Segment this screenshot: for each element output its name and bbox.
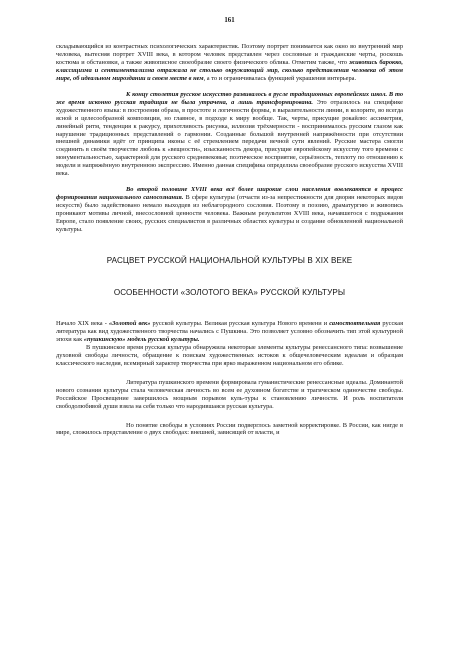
paragraph-text: , а то и ограничивалась функцией украшения интерьера. bbox=[203, 74, 357, 82]
emphasis-text: самостоятельная bbox=[329, 319, 381, 327]
paragraph-text: Начало XIX века - bbox=[56, 319, 109, 327]
paragraph-text: русская литература как вид художественного творчества начались с Пушкина. Это позволяет условно обозначить тип этой культурной эпохи как bbox=[56, 319, 403, 343]
section-heading: РАСЦВЕТ РУССКОЙ НАЦИОНАЛЬНОЙ КУЛЬТУРЫ В XIX ВЕКЕ bbox=[106, 255, 353, 265]
paragraph-freedom: Но понятие свободы в условиях России подверглось заметной корректировке. В России, как нигде в мире, сложилось представление о двух свободах: внешней, зависящей от власти, и bbox=[56, 421, 403, 437]
paragraph-golden-age bbox=[56, 320, 403, 344]
paragraph-european-schools bbox=[56, 91, 403, 178]
paragraph-text: складывающийся из контрастных психологических характеристик. Поэтому портрет понимается как окно во внутренний мир человека, вытесняя портрет XVIII века, в котором человек представлен через сословные и гражданские черты, роскошь костюма и обстановки, а также живописное своеобразие своего физического облика. Отметим также, что bbox=[56, 43, 403, 66]
subsection-heading: ОСОБЕННОСТИ «ЗОЛОТОГО ВЕКА» РУССКОЙ КУЛЬТУРЫ bbox=[113, 287, 346, 297]
paragraph-text: русской культуры. Великая русская культура Нового времени и bbox=[150, 319, 330, 327]
page-content bbox=[56, 43, 403, 437]
paragraph-text: Это отразилось на специфике художественного языка: в построении образа, в простоте и логичности формы, в выразительности линии, в колорите, во всегда ясной и целесообразной композиции, но главное, в подходе к миру вообще. Так, черты, присущие рокайлю: ассиметрия, линейный ритм, тенденция к ракурсу, прихотливость рисунка, иллюзия трёхмерности - воспринималось русским глазом как нарушение традиционных представлений о гармонии. Созданные большой внутренней напряжённости при отсутствии внешней динамики идёт от принципа иконы с её стремлением передачи вечной сути явлений. Русские мастера смогли соединить в своём творчестве любовь к «вещности», изысканность декора, присущие европейскому искусству того времени с монументальностью, характерной для русского средневековья; поэтическое восприятие, серьёзность, теплоту по отношению к модели и напряжённую внутреннюю экспрессию. Именно данная специфика определила своеобразие русского искусства XVIII века. bbox=[56, 98, 403, 178]
emphasis-text: «пушкинскую» модель русской культуры. bbox=[83, 335, 200, 343]
emphasis-text: живопись барокко, классицизма и сентиментализма отражала не столько окружающий мир, сколько представления человека об этом мире, об идеальном мироздании и своем месте в нем bbox=[56, 58, 403, 82]
paragraph-national-consciousness bbox=[56, 186, 403, 234]
emphasis-text: К концу столетия русское искусство развивалось в русле традиционных европейских школ. В то же время исконно русская традиция не была утрачена, а лишь трансформирована. bbox=[56, 90, 403, 106]
paragraph-literature: Литература пушкинского времени формировала гуманистические ренессансные идеалы. Доминантой нового сознания культуры стала человеческая личность во всем ее духовном богатстве и трагическом одиночестве свободы. Российское Просвещение завершилось мощным порывом куль-туры к становлению личности. И роль воспитателя свободолюбивой души взяла на себя только что народившаяся русская культура. bbox=[56, 378, 403, 410]
emphasis-text: Во второй половине XVIII века всё более широкие слои населения вовлекаются в процесс формирования национального самосознания. bbox=[56, 186, 403, 202]
paragraph-portrait bbox=[56, 43, 403, 83]
paragraph-renaissance-elements: В пушкинское время русская культура обнаружила некоторые элементы культуры ренессансного типа: возвышение духовной свободы личности, обращение к поискам художественных истоков к общечеловеческим идеалам и образцам классического наследия, всемирный характер творчества при ярко выраженном национальном его облике. bbox=[56, 343, 403, 367]
emphasis-text: «Золотой век» bbox=[108, 319, 151, 327]
paragraph-text: В сфере культуры (отчасти из-за непрестижности для дворян некоторых видов искусств) было задействовано немало выходцев из неблагородного сословия. Поэтому в поэзию, драматургию и живопись проникают мотивы личной, внесословной ценности человека. Важным результатом XVIII века, начавшегося с подражания Европе, стало появление своих, русских специалистов в различных областях культуры и создание обновленной национальной культуры. bbox=[56, 194, 403, 234]
page-number: 161 bbox=[224, 17, 235, 24]
